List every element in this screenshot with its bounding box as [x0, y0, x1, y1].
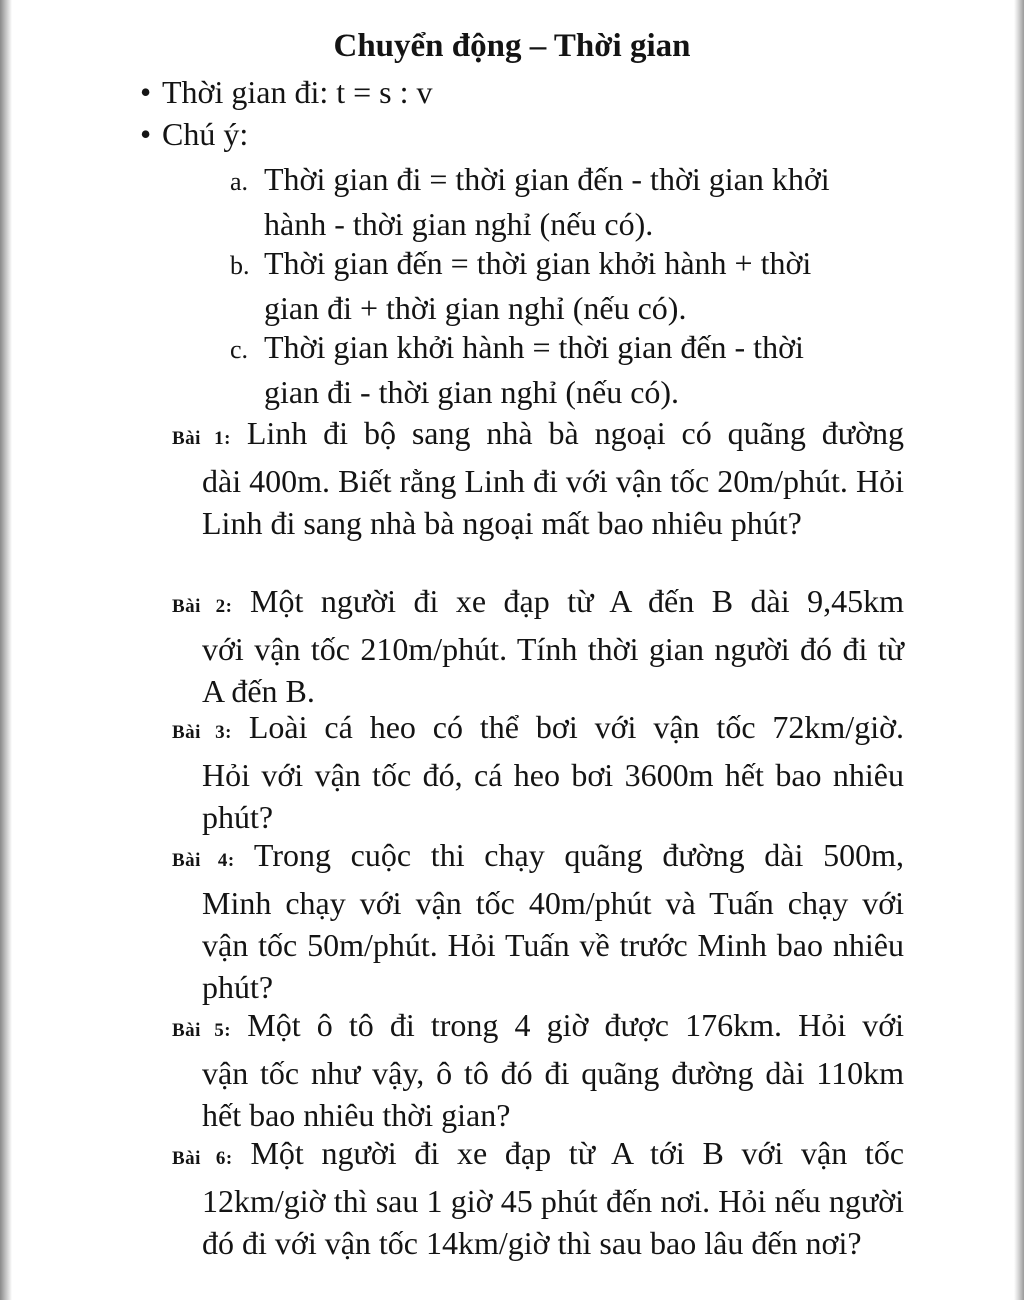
exercise-4 [172, 834, 904, 1008]
exercise-first-line [172, 834, 904, 882]
note-text-line1: Thời gian đến = thời gian khởi hành + thời [264, 245, 812, 281]
exercise-body: dài 400m. Biết rằng Linh đi với vận tốc 20m/phút. Hỏi Linh đi sang nhà bà ngoại mất bao nhiêu phút? [202, 463, 904, 541]
exercise-first-text: Một ô tô đi trong 4 giờ được 176km. Hỏi với [247, 1007, 904, 1043]
exercise-first-line [172, 580, 904, 628]
bullet-formula-text: Thời gian đi: t = s : v [162, 74, 433, 110]
exercise-first-text: Trong cuộc thi chạy quãng đường dài 500m, [253, 837, 905, 873]
exercise-body: với vận tốc 210m/phút. Tính thời gian người đó đi từ A đến B. [202, 631, 904, 709]
bullet-note [140, 114, 248, 154]
note-marker: a. [230, 167, 249, 196]
exercise-first-line [172, 1132, 904, 1180]
exercise-first-text: Một người đi xe đạp từ A tới B với vận tốc [250, 1135, 905, 1171]
note-marker: b. [230, 251, 250, 280]
exercise-label: Bài 4: [172, 850, 235, 871]
bullet-dot-icon: • [140, 116, 152, 152]
exercise-body: 12km/giờ thì sau 1 giờ 45 phút đến nơi. Hỏi nếu người đó đi với vận tốc 14km/giờ thì sau bao lâu đến nơi? [202, 1183, 904, 1261]
exercise-label: Bài 6: [172, 1148, 233, 1169]
bullet-note-text: Chú ý: [162, 116, 249, 152]
exercise-body: Minh chạy với vận tốc 40m/phút và Tuấn chạy với vận tốc 50m/phút. Hỏi Tuấn về trước Minh bao nhiêu phút? [202, 885, 904, 1005]
exercise-2 [172, 580, 904, 712]
exercise-first-text: Loài cá heo có thể bơi với vận tốc 72km/giờ. [248, 709, 905, 745]
page-edge-shadow-right [1014, 0, 1024, 1300]
note-text-rest: gian đi + thời gian nghỉ (nếu có). [264, 290, 687, 326]
page-edge-shadow-left [0, 0, 12, 1300]
exercise-first-text: Linh đi bộ sang nhà bà ngoại có quãng đường [246, 415, 905, 451]
exercise-label: Bài 2: [172, 596, 233, 617]
exercise-5 [172, 1004, 904, 1136]
exercise-first-line [172, 1004, 904, 1052]
note-text-line1: Thời gian khởi hành = thời gian đến - thời [264, 329, 804, 365]
exercise-3 [172, 706, 904, 838]
exercise-label: Bài 3: [172, 722, 232, 743]
exercise-label: Bài 1: [172, 428, 231, 449]
exercise-first-text: Một người đi xe đạp từ A đến B dài 9,45km [250, 583, 905, 619]
exercise-first-line [172, 706, 904, 754]
bullet-dot-icon: • [140, 74, 152, 110]
exercise-6 [172, 1132, 904, 1264]
note-item-a [230, 158, 906, 245]
note-item-b [230, 242, 906, 329]
exercise-body: Hỏi với vận tốc đó, cá heo bơi 3600m hết bao nhiêu phút? [202, 757, 904, 835]
note-text-line1: Thời gian đi = thời gian đến - thời gian khởi [264, 161, 830, 197]
note-item-c [230, 326, 906, 413]
exercise-label: Bài 5: [172, 1020, 232, 1041]
note-text-rest: gian đi - thời gian nghỉ (nếu có). [264, 374, 680, 410]
exercise-1 [172, 412, 904, 544]
page-title: Chuyển động – Thời gian [333, 28, 691, 64]
note-text-rest: hành - thời gian nghỉ (nếu có). [264, 206, 654, 242]
exercise-body: vận tốc như vậy, ô tô đó đi quãng đường dài 110km hết bao nhiêu thời gian? [202, 1055, 904, 1133]
exercise-first-line [172, 412, 904, 460]
bullet-formula [140, 72, 433, 112]
note-marker: c. [230, 335, 249, 364]
